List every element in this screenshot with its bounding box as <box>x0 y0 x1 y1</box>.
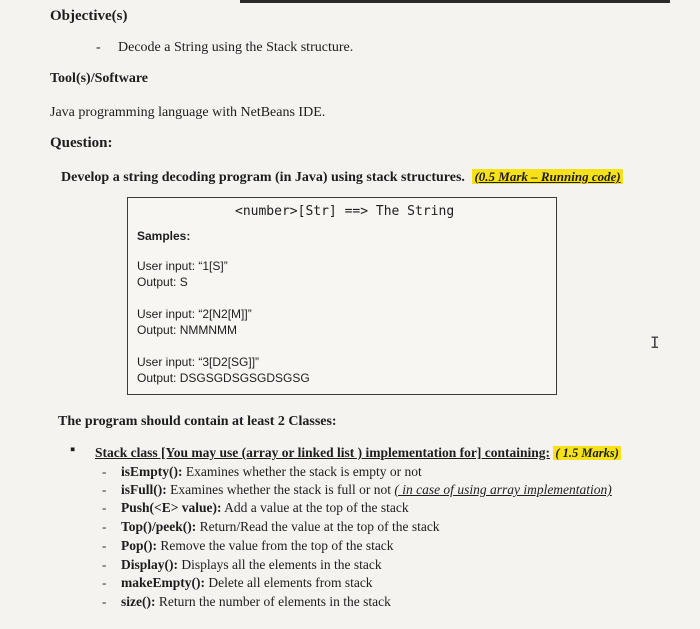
format-line: <number>[Str] ==> The String <box>235 204 455 219</box>
question-line <box>61 169 623 186</box>
stack-class-line <box>95 445 621 461</box>
method-item <box>121 557 382 573</box>
sample-output: Output: NMMNMM <box>137 323 238 337</box>
method-note: ( in case of using array implementation) <box>394 482 612 497</box>
method-desc: Return the number of elements in the stack <box>155 594 391 609</box>
sample-output: Output: S <box>137 275 188 289</box>
method-desc: Remove the value from the top of the stack <box>157 538 394 553</box>
method-item <box>121 482 612 498</box>
objective-item: Decode a String using the Stack structure. <box>118 40 354 55</box>
method-name: Push(<E> value): <box>121 500 222 515</box>
question-mark-note: (0.5 Mark – Running code) <box>474 169 621 184</box>
sample-input: User input: “2[N2[M]]” <box>137 307 252 321</box>
method-name: Top()/peek(): <box>121 519 197 534</box>
question-heading: Question: <box>50 135 113 151</box>
sample-input: User input: “3[D2[SG]]” <box>137 355 260 369</box>
method-desc: Add a value at the top of the stack <box>221 500 409 515</box>
dash-marker: - <box>102 464 107 479</box>
method-item <box>121 538 394 554</box>
method-desc: Examines whether the stack is empty or not <box>182 464 422 479</box>
dash-marker: - <box>102 500 107 515</box>
dash-marker: - <box>96 40 101 55</box>
dash-marker: - <box>102 575 107 590</box>
method-item <box>121 519 440 535</box>
samples-title: Samples: <box>137 229 191 243</box>
method-desc: Delete all elements from stack <box>205 575 373 590</box>
dash-marker: - <box>102 519 107 534</box>
method-name: Display(): <box>121 557 178 572</box>
method-desc: Return/Read the value at the top of the stack <box>196 519 440 534</box>
method-item <box>121 594 391 610</box>
method-desc: Displays all the elements in the stack <box>178 557 382 572</box>
method-name: isEmpty(): <box>121 464 183 479</box>
tools-text: Java programming language with NetBeans IDE. <box>50 105 326 120</box>
sample-input: User input: “1[S]” <box>137 259 228 273</box>
header-rule <box>240 0 670 3</box>
tools-heading: Tool(s)/Software <box>50 71 148 86</box>
method-desc: Examines whether the stack is full or not <box>166 482 395 497</box>
classes-intro: The program should contain at least 2 Classes: <box>58 414 337 429</box>
method-item <box>121 464 422 480</box>
question-prompt: Develop a string decoding program (in Java) using stack structures. <box>61 170 465 185</box>
sample-output: Output: DSGSGDSGSGDSGSG <box>137 371 310 385</box>
dash-marker: - <box>102 557 107 572</box>
dash-marker: - <box>102 594 107 609</box>
objectives-heading: Objective(s) <box>50 8 128 24</box>
method-name: size(): <box>121 594 156 609</box>
stack-class-label: Stack class [You may use (array or linked list ) implementation for] containing: <box>95 445 550 460</box>
stack-class-marks: ( 1.5 Marks) <box>555 446 619 460</box>
method-name: isFull(): <box>121 482 167 497</box>
method-item <box>121 500 409 516</box>
method-name: makeEmpty(): <box>121 575 205 590</box>
dash-marker: - <box>102 538 107 553</box>
bullet-icon: ▪ <box>70 442 76 458</box>
method-name: Pop(): <box>121 538 157 553</box>
dash-marker: - <box>102 482 107 497</box>
text-cursor-icon: I <box>650 333 660 352</box>
method-item <box>121 575 373 591</box>
